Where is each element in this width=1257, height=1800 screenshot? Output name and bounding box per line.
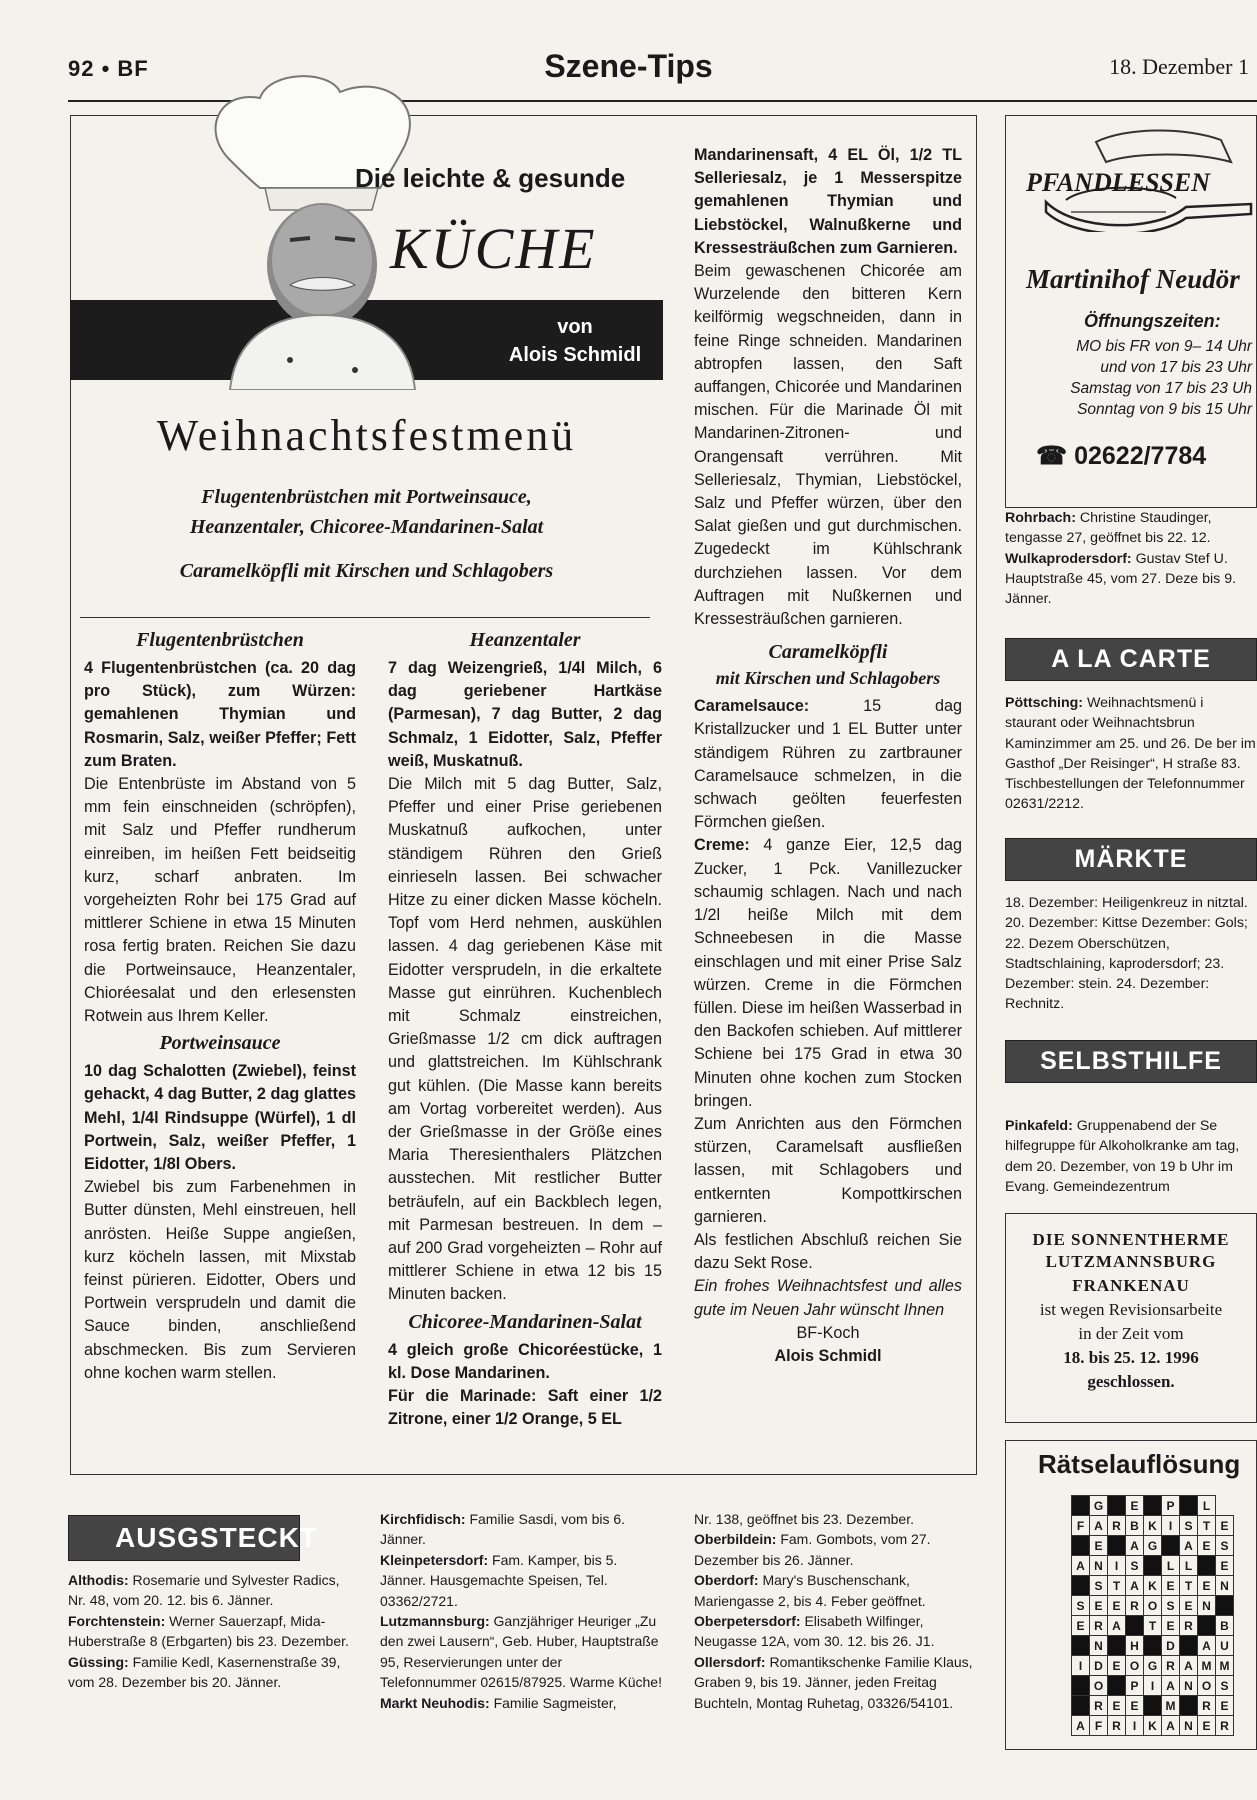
crossword-cell: F xyxy=(1072,1516,1090,1536)
listing xyxy=(380,1693,662,1713)
crossword-cell: E xyxy=(1216,1516,1234,1536)
listing xyxy=(694,1570,976,1611)
place: Ollersdorf: xyxy=(694,1653,766,1670)
subheading: Portweinsauce xyxy=(159,1032,281,1055)
crossword-row xyxy=(1072,1556,1234,1576)
crossword-cell: I xyxy=(1072,1656,1090,1676)
author-name: Alois Schmidl xyxy=(508,344,642,366)
crossword-cell: A xyxy=(1090,1516,1108,1536)
listing xyxy=(68,1611,350,1652)
place: Althodis: xyxy=(68,1572,129,1588)
crossword-cell: N xyxy=(1090,1636,1108,1656)
crossword-block xyxy=(1072,1496,1090,1516)
crossword-cell: E xyxy=(1108,1596,1126,1616)
therme-line: ist wegen Revisionsarbeite xyxy=(1039,1300,1223,1319)
crossword-cell: D xyxy=(1162,1636,1180,1656)
text: Christine Staudinger, tengasse 27, geöffnet bis 22. 12. xyxy=(1005,510,1212,547)
place: Pöttsching: xyxy=(1005,695,1084,711)
signature-line-1: BF-Koch xyxy=(796,1323,860,1342)
phone-icon: ☎ xyxy=(1036,442,1068,470)
section-title: Szene-Tips xyxy=(544,48,713,84)
crossword-cell: T xyxy=(1144,1616,1162,1636)
crossword-block xyxy=(1072,1576,1090,1596)
von-label: von xyxy=(557,316,593,338)
instructions: Beim gewaschenen Chicorée am Wurzelende den bitteren Kern keilförmig wegschneiden, dann in feine Ringe schneiden. Mandarinen abtropfen lassen, den Saft auffangen, Chicorée und Mandarinen mischen. Für die Marinade Öl mit Mandarinen-Zitronen- und Orangensaft verrühren. Mit Selleriesalz, Thymian, Liebstöckel, Salz und Pfeffer würzen, über den Salat gießen und gut durchmischen. Zugedeckt im Kühlschrank durchziehen lassen. Vor dem Auftragen mit Nußkernen und Kressesträußchen garnieren. xyxy=(694,262,962,629)
crossword-cell: K xyxy=(1144,1716,1162,1736)
ad-hours-title: Öffnungszeiten: xyxy=(1084,311,1221,331)
crossword-cell: S xyxy=(1126,1556,1144,1576)
crossword-cell: R xyxy=(1108,1516,1126,1536)
alacarte-listings xyxy=(1005,693,1257,815)
crossword-block xyxy=(1162,1536,1180,1556)
crossword-cell: E xyxy=(1216,1696,1234,1716)
place: Güssing: xyxy=(68,1653,129,1670)
listing xyxy=(1005,549,1257,610)
ingredients: 7 dag Weizengrieß, 1/4l Milch, 6 dag geriebener Hartkäse (Parmesan), 7 dag Butter, 2 dag Schmalz, 1 Eidotter, Salz, Pfeffer weiß, Muskatnuß. xyxy=(388,659,662,770)
text: Mary's Buschenschank, Mariengasse 2, bis 4. Feber geöffnet. xyxy=(694,1572,926,1609)
place: Oberpetersdorf: xyxy=(694,1613,801,1630)
text: Familie Kedl, Kasernenstraße 39, vom 28. Dezember bis 20. Jänner. xyxy=(68,1653,341,1691)
crossword-block xyxy=(1072,1636,1090,1656)
crossword-cell: N xyxy=(1090,1556,1108,1576)
crossword-cell: E xyxy=(1090,1536,1108,1556)
crossword-row xyxy=(1072,1576,1234,1596)
listing xyxy=(694,1529,976,1570)
maerkte-banner: MÄRKTE xyxy=(1005,838,1257,881)
issue-date: 18. Dezember 1 xyxy=(1109,54,1249,79)
crossword-cell: R xyxy=(1162,1656,1180,1676)
crossword-cell: R xyxy=(1198,1696,1216,1716)
ad-hours-line: MO bis FR von 9– 14 Uhr xyxy=(1076,338,1252,355)
crossword-block xyxy=(1108,1536,1126,1556)
crossword-block xyxy=(1144,1696,1162,1716)
crossword-cell: E xyxy=(1198,1716,1216,1736)
crossword-block xyxy=(1108,1676,1126,1696)
crossword-cell: E xyxy=(1126,1496,1144,1516)
crossword-cell: R xyxy=(1126,1596,1144,1616)
instructions: Die Milch mit 5 dag Butter, Salz, Pfeffer und einer Prise geriebenen Muskatnuß aufkochen, unter ständigem Rühren den Grieß einrieseln lassen. Bei schwacher Hitze zu einer dicken Masse köcheln. Topf vom Herd nehmen, auskühlen lassen. 4 dag geriebenen Käse mit Eidotter versprudeln, in die erkaltete Masse gut einrühren. Kuchenblech mit Schmalz einstreichen, Grießmasse 1/2 cm dick auftragen und glattstreichen. Im Kühlschrank gut kühlen. (Die Masse kann bereits am Vortag vorbereitet werden). Aus der Grießmasse in der Größe eines Maria Theresienthalers Plätzchen ausstechen. Mit restlicher Butter beträufeln, auf ein Backblech legen, mit Parmesan bestreuen. In dem – auf 200 Grad vorgeheizten – Rohr auf mittlerer Schiene in etwa 12 bis 15 Minuten backen. xyxy=(388,775,662,1304)
instructions: Als festlichen Abschluß reichen Sie dazu Sekt Rose. xyxy=(694,1230,962,1273)
therme-line: LUTZMANNSBURG xyxy=(1045,1252,1217,1271)
crossword-cell: P xyxy=(1126,1676,1144,1696)
menu-line-3: Caramelköpfli mit Kirschen und Schlagobers xyxy=(179,560,554,582)
text: Fam. Kamper, bis 5. Jänner. Hausgemachte Speisen, Tel. 03362/2721. xyxy=(380,1551,618,1609)
place: Oberbildein: xyxy=(694,1531,777,1548)
text: Werner Sauerzapf, Mida-Huberstraße 8 (Erbgarten) bis 23. Dezember. xyxy=(68,1612,349,1650)
pfandlessen-ad xyxy=(1005,115,1257,508)
page-number: 92 • BF xyxy=(68,56,149,81)
crossword-block xyxy=(1144,1556,1162,1576)
crossword-cell: A xyxy=(1108,1616,1126,1636)
crossword-cell: O xyxy=(1198,1676,1216,1696)
ausgsteckt-column-2 xyxy=(380,1509,662,1713)
crossword-cell: G xyxy=(1144,1536,1162,1556)
crossword-cell: H xyxy=(1126,1636,1144,1656)
maerkte-listings xyxy=(1005,893,1257,1015)
subheading: mit Kirschen und Schlagobers xyxy=(715,668,941,689)
crossword-cell: N xyxy=(1180,1676,1198,1696)
crossword-cell: E xyxy=(1090,1596,1108,1616)
listing xyxy=(380,1509,662,1550)
crossword-cell: A xyxy=(1162,1676,1180,1696)
crossword-row xyxy=(1072,1536,1234,1556)
subheading: Caramelköpfli xyxy=(768,641,888,664)
crossword-cell: A xyxy=(1126,1536,1144,1556)
instructions: Die Entenbrüste im Abstand von 5 mm fein einschneiden (schröpfen), mit Salz und Pfeffer rundherum einreiben, im heißen Fett beidseitig kurz, scharf anbraten. Im vorgeheizten Rohr bei 175 Grad auf mittlerer Schiene in etwa 15 Minuten rosa fertig braten. Reichen Sie dazu die Portweinsauce, Heanzentaler, Chioréesalat und den erlesensten Rotwein aus Ihrem Keller. xyxy=(84,775,356,1026)
crossword-cell: S xyxy=(1162,1596,1180,1616)
crossword-block xyxy=(1180,1636,1198,1656)
therme-line: geschlossen. xyxy=(1087,1372,1175,1391)
text: Familie Sasdi, vom bis 6. Jänner. xyxy=(380,1511,626,1548)
crossword-block xyxy=(1108,1636,1126,1656)
ausgsteckt-banner: AUSGSTECKT xyxy=(68,1515,300,1561)
therme-line: DIE SONNENTHERME xyxy=(1032,1230,1230,1249)
ausgsteckt-column-3 xyxy=(694,1509,976,1713)
crossword-cell: P xyxy=(1162,1496,1180,1516)
crossword-cell: E xyxy=(1108,1696,1126,1716)
crossword-block xyxy=(1180,1496,1198,1516)
recipe-column-3 xyxy=(694,144,962,1368)
crossword-row xyxy=(1072,1696,1234,1716)
crossword-cell: A xyxy=(1198,1636,1216,1656)
menu-line-2: Heanzentaler, Chicoree-Mandarinen-Salat xyxy=(189,516,544,538)
crossword-cell: S xyxy=(1216,1536,1234,1556)
headline-kueche: KÜCHE xyxy=(390,216,597,281)
place: Kleinpetersdorf: xyxy=(380,1551,489,1568)
place: Pinkafeld: xyxy=(1005,1118,1073,1134)
crossword-cell: E xyxy=(1180,1596,1198,1616)
crossword-cell: O xyxy=(1126,1656,1144,1676)
crossword-cell: A xyxy=(1162,1716,1180,1736)
text: Gruppenabend der Se hilfegruppe für Alkoholkranke am tag, dem 20. Dezember, von 19 b Uhr im Evang. Gemeindezentrum xyxy=(1005,1118,1240,1195)
crossword-cell: A xyxy=(1180,1656,1198,1676)
crossword-cell: E xyxy=(1072,1616,1090,1636)
place: Kirchfidisch: xyxy=(380,1511,466,1527)
label: Caramelsauce: xyxy=(694,697,810,716)
selbsthilfe-listings xyxy=(1005,1116,1257,1197)
ad-hours xyxy=(1070,336,1252,420)
text: Familie Sagmeister, xyxy=(493,1694,617,1711)
crossword-cell: K xyxy=(1144,1516,1162,1536)
crossword-block xyxy=(1072,1676,1090,1696)
crossword-cell: M xyxy=(1216,1656,1234,1676)
listing xyxy=(1005,693,1257,815)
crossword-cell: B xyxy=(1216,1616,1234,1636)
ad-name: Martinihof Neudör xyxy=(1026,264,1240,294)
crossword-cell: R xyxy=(1090,1696,1108,1716)
crossword-cell: D xyxy=(1090,1656,1108,1676)
crossword-cell: E xyxy=(1162,1616,1180,1636)
signature-line-2: Alois Schmidl xyxy=(774,1346,882,1365)
crossword-cell: R xyxy=(1180,1616,1198,1636)
ad-hours-line: und von 17 bis 23 Uhr xyxy=(1100,359,1252,376)
crossword-block xyxy=(1072,1696,1090,1716)
crossword-cell: L xyxy=(1198,1496,1216,1516)
place: Markt Neuhodis: xyxy=(380,1694,490,1711)
crossword-cell: S xyxy=(1072,1596,1090,1616)
crossword-row xyxy=(1072,1636,1234,1656)
ingredients: 10 dag Schalotten (Zwiebel), feinst gehackt, 4 dag Butter, 2 dag glattes Mehl, 1/4l Rindsuppe (Würfel), 1 dl Portwein, Salz, weißer Pfeffer, 1 Eidotter, 1/8l Obers. xyxy=(84,1062,356,1174)
crossword-cell: A xyxy=(1180,1536,1198,1556)
raetsel-title: Rätselauflösung xyxy=(1038,1449,1241,1479)
therme-line: 18. bis 25. 12. 1996 xyxy=(1063,1348,1199,1367)
crossword-cell: S xyxy=(1090,1576,1108,1596)
listing: 18. Dezember: Heiligenkreuz in nitztal. 20. Dezember: Kittse Dezember: Gols; 22. Dezem Oberschützen, Stadtschlaining, kaprodersdorf; 23. Dezember: stein. 24. Dezember: Rechnitz. xyxy=(1005,895,1248,1013)
crossword-block xyxy=(1144,1636,1162,1656)
crossword-row xyxy=(1072,1676,1234,1696)
crossword-block xyxy=(1198,1556,1216,1576)
crossword-cell: T xyxy=(1198,1516,1216,1536)
recipe-column-2 xyxy=(388,625,662,1432)
place: Rohrbach: xyxy=(1005,510,1076,526)
crossword-row xyxy=(1072,1596,1234,1616)
crossword-block xyxy=(1108,1496,1126,1516)
crossword-cell: K xyxy=(1144,1576,1162,1596)
menu-title: Weihnachtsfestmenü xyxy=(156,411,577,460)
creme-paragraph xyxy=(694,834,962,1112)
crossword-row xyxy=(1072,1716,1234,1736)
crossword-cell: L xyxy=(1162,1556,1180,1576)
place: Oberdorf: xyxy=(694,1572,759,1589)
ad-title: PFANDLESSEN xyxy=(1026,168,1210,197)
therme-line: FRANKENAU xyxy=(1072,1276,1190,1295)
text: 15 dag Kristallzucker und 1 EL Butter unter ständigem Rühren zu zartbrauner Caramelsauce schmelzen, in die schwach geölten feuerfesten Förmchen gießen. xyxy=(694,697,963,832)
listing xyxy=(694,1611,976,1652)
crossword-cell: A xyxy=(1126,1576,1144,1596)
crossword-cell: E xyxy=(1162,1576,1180,1596)
crossword-block xyxy=(1216,1596,1234,1616)
subheading: Flugentenbrüstchen xyxy=(136,629,304,651)
crossword-cell: I xyxy=(1108,1556,1126,1576)
place: Wulkaprodersdorf: xyxy=(1005,550,1132,567)
subheading: Heanzentaler xyxy=(469,629,581,651)
listing xyxy=(380,1550,662,1611)
text: 4 ganze Eier, 12,5 dag Zucker, 1 Pck. Vanillezucker schaumig schlagen. Nach und nach 1/2l heiße Milch mit dem Schneebesen in die Masse einschlagen und mit einer Prise Salz würzen. Creme in die Förmchen füllen. Diese im heißen Wasserbad in den Backofen schieben. Auf mittlerer Schiene bei 175 Grad in etwa 30 Minuten ohne kochen zum Stocken bringen. xyxy=(694,836,962,1110)
listing xyxy=(68,1570,350,1611)
crossword-cell: I xyxy=(1144,1676,1162,1696)
text: Ganzjähriger Heuriger „Zu den zwei Lausern“, Geb. Huber, Hauptstraße 95, Reservierungen unter der Telefonnummer 02615/87925. Warme Küche! xyxy=(380,1613,662,1691)
caramel-paragraph xyxy=(694,695,962,834)
crossword-block xyxy=(1198,1616,1216,1636)
crossword-cell: S xyxy=(1216,1676,1234,1696)
crossword-row xyxy=(1072,1616,1234,1636)
selbsthilfe-banner: SELBSTHILFE xyxy=(1005,1040,1257,1083)
crossword-cell: F xyxy=(1090,1716,1108,1736)
crossword-cell: A xyxy=(1072,1556,1090,1576)
crossword-block xyxy=(1180,1696,1198,1716)
instructions: Zum Anrichten aus den Förmchen stürzen, Caramelsaft ausfließen lassen, mit Schlagobers und entkernten Kompottkirschen garnieren. xyxy=(694,1114,962,1226)
crossword-cell: G xyxy=(1144,1656,1162,1676)
wish: Ein frohes Weihnachtsfest und alles gute im Neuen Jahr wünscht Ihnen xyxy=(694,1277,962,1319)
headline-light: Die leichte & gesunde xyxy=(355,163,626,193)
instructions: Zwiebel bis zum Farbenehmen in Butter dünsten, Mehl einstreuen, hell anrösten. Heiße Suppe angießen, kurz köcheln lassen, mit Mixstab feinst pürieren. Eidotter, Obers und Portwein versprudeln und damit die Sauce binden, anschließend abschmecken. Bis zum Servieren ohne kochen warm stellen. xyxy=(84,1178,356,1382)
crossword-cell: E xyxy=(1198,1536,1216,1556)
recipe-column-1 xyxy=(84,625,356,1385)
crossword-cell: O xyxy=(1090,1676,1108,1696)
crossword-row xyxy=(1072,1516,1234,1536)
text: Rosemarie und Sylvester Radics, Nr. 48, vom 20. 12. bis 6. Jänner. xyxy=(68,1572,340,1609)
label: Creme: xyxy=(694,836,750,855)
crossword-cell: N xyxy=(1198,1596,1216,1616)
text: Fam. Gombots, vom 27. Dezember bis 26. Jänner. xyxy=(694,1531,931,1568)
ingredients: Für die Marinade: Saft einer 1/2 Zitrone, einer 1/2 Orange, 5 EL xyxy=(388,1387,662,1429)
crossword-cell: R xyxy=(1090,1616,1108,1636)
raetsel-box xyxy=(1005,1440,1257,1750)
ingredients: Mandarinensaft, 4 EL Öl, 1/2 TL Selleriesalz, je 1 Messerspitze gemahlenen Thymian und Liebstöckel, Walnußkerne und Kressesträußchen zum Garnieren. xyxy=(694,146,962,257)
alacarte-banner: A LA CARTE xyxy=(1005,638,1257,681)
therme-line: in der Zeit vom xyxy=(1078,1324,1184,1343)
listing xyxy=(380,1611,662,1693)
crossword-row xyxy=(1072,1656,1234,1676)
ad-phone: 02622/7784 xyxy=(1074,442,1207,470)
ausgsteckt-column-1 xyxy=(68,1570,350,1692)
crossword-cell: R xyxy=(1108,1716,1126,1736)
ad-hours-line: Samstag von 17 bis 23 Uh xyxy=(1070,380,1252,397)
listing xyxy=(68,1652,350,1693)
crossword-cell: R xyxy=(1216,1716,1234,1736)
crossword-cell: G xyxy=(1090,1496,1108,1516)
crossword-cell: N xyxy=(1180,1716,1198,1736)
crossword-cell: E xyxy=(1108,1656,1126,1676)
crossword-cell: N xyxy=(1216,1576,1234,1596)
listing xyxy=(1005,1116,1257,1197)
crossword-row xyxy=(1072,1496,1234,1516)
subheading: Chicoree-Mandarinen-Salat xyxy=(408,1310,642,1333)
text: Elisabeth Wilfinger, Neugasse 12A, vom 30. 12. bis 26. J1. xyxy=(694,1613,935,1650)
crossword-cell: E xyxy=(1216,1556,1234,1576)
crossword-cell: E xyxy=(1198,1576,1216,1596)
crossword-cell: I xyxy=(1126,1716,1144,1736)
crossword-block xyxy=(1072,1536,1090,1556)
crossword-cell: U xyxy=(1216,1636,1234,1656)
text: Gustav Stef U. Hauptstraße 45, vom 27. Deze bis 9. Jänner. xyxy=(1005,550,1237,608)
crossword-cell: B xyxy=(1126,1516,1144,1536)
crossword-block xyxy=(1126,1616,1144,1636)
text: Romantikschenke Familie Klaus, Graben 9, bis 19. Jänner, jeden Freitag Buchteln, Montag Ruhetag, 03326/54101. xyxy=(694,1653,973,1711)
crossword-cell: M xyxy=(1162,1696,1180,1716)
place: Forchtenstein: xyxy=(68,1612,166,1629)
therme-notice xyxy=(1005,1213,1257,1423)
menu-separator xyxy=(80,617,650,618)
crossword-cell: T xyxy=(1108,1576,1126,1596)
crossword-cell: I xyxy=(1162,1516,1180,1536)
ad-phone-row xyxy=(1036,441,1206,471)
place: Lutzmannsburg: xyxy=(380,1613,490,1630)
author-credit xyxy=(508,313,642,369)
crossword-cell: M xyxy=(1198,1656,1216,1676)
crossword-block xyxy=(1144,1496,1162,1516)
crossword-cell: E xyxy=(1126,1696,1144,1716)
crossword-cell: L xyxy=(1180,1556,1198,1576)
ad-hours-line: Sonntag von 9 bis 15 Uhr xyxy=(1077,401,1252,418)
ingredients: 4 Flugentenbrüstchen (ca. 20 dag pro Stück), zum Würzen: gemahlenen Thymian und Rosmarin, Salz, weißer Pfeffer; Fett zum Braten. xyxy=(84,659,356,770)
menu-line-1: Flugentenbrüstchen mit Portweinsauce, xyxy=(201,486,532,508)
listing xyxy=(694,1652,976,1713)
crossword-cell: T xyxy=(1180,1576,1198,1596)
crossword-cell: O xyxy=(1144,1596,1162,1616)
crossword-cell: S xyxy=(1180,1516,1198,1536)
ingredients: 4 gleich große Chicoréestücke, 1 kl. Dose Mandarinen. xyxy=(388,1340,662,1382)
crossword-grid xyxy=(1071,1495,1234,1736)
listing: Nr. 138, geöffnet bis 23. Dezember. xyxy=(694,1511,914,1527)
text: Weihnachtsmenü i staurant oder Weihnachtsbrun Kaminzimmer am 25. und 26. De ber im Gasthof „Der Reisinger“, H straße 83. Tischbestellungen der Telefonnummer 02631/2212. xyxy=(1005,695,1256,813)
listing-group-1 xyxy=(1005,508,1257,609)
listing xyxy=(1005,508,1257,549)
crossword-cell: A xyxy=(1072,1716,1090,1736)
